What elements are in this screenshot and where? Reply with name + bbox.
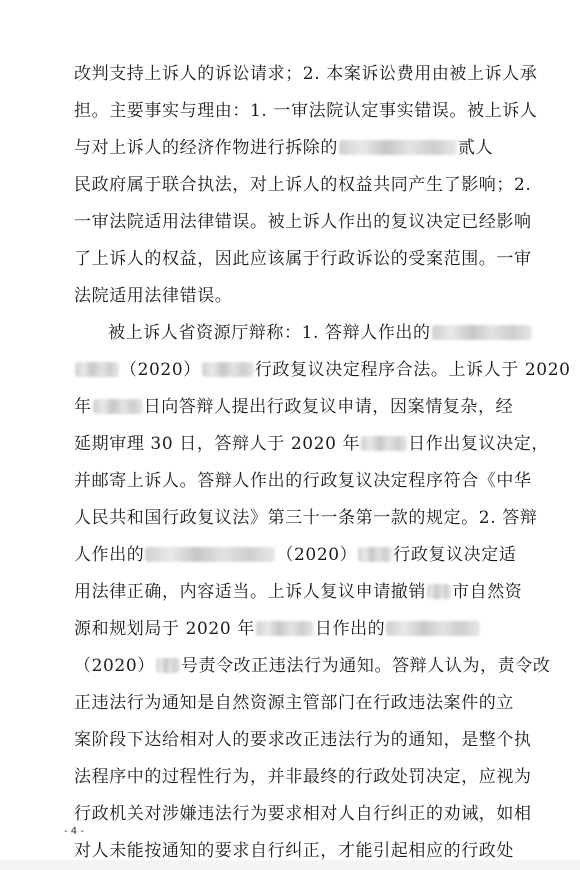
text-line: 一审法院适用法律错误。被上诉人作出的复议决定已经影响 [74,212,532,232]
redacted-text [145,547,275,562]
text-line: （2020） 行政复议决定程序合法。上诉人于 2020 [74,352,526,389]
text-line: 法程序中的过程性行为，并非最终的行政处罚决定，应视为 [74,767,532,787]
redacted-text [358,547,392,562]
text-line: 延期审理 30 日，答辩人于 2020 年 日作出复议决定， [74,434,549,454]
text-line: 行政机关对涉嫌违法行为要求相对人自行纠正的劝诫，如相 [74,804,532,824]
text-line: 对人未能按通知的要求自行纠正，才能引起相应的行政处 [74,841,514,861]
redacted-text [256,621,314,636]
text-line: 源和规划局于 2020 年 日作出的 [74,611,526,648]
text-line: 人民共和国行政复议法》第三十一条第一款的规定。2. 答辩 [74,508,538,528]
text-line: 并邮寄上诉人。答辩人作出的行政复议决定程序符合《中华 [74,471,532,491]
redacted-text [156,658,180,673]
text-line: 法院适用法律错误。 [74,286,233,306]
redacted-text [432,325,532,340]
paragraph-start-line: 被上诉人省资源厅辩称：1. 答辩人作出的 [74,315,526,352]
text-line: 案阶段下达给相对人的要求改正违法行为的通知，是整个执 [74,730,532,750]
redacted-text [93,399,143,414]
text-line: 了上诉人的权益，因此应该属于行政诉讼的受案范围。一审 [74,249,532,269]
redacted-text [75,362,119,377]
redacted-text [339,140,457,155]
redacted-text [386,621,480,636]
page-number: - 4 - [64,826,84,837]
text-line: 年 日向答辩人提出行政复议申请，因案情复杂，经 [74,397,514,417]
text-line: 民政府属于联合执法，对上诉人的权益共同产生了影响；2. [74,175,532,195]
text-line: 改判支持上诉人的诉讼请求；2. 本案诉讼费用由被上诉人承 [74,64,538,84]
text-line: 用法律正确，内容适当。上诉人复议申请撤销 市自然资 [74,582,523,602]
redacted-text [427,584,451,599]
text-line: 人作出的 （2020） 行政复议决定适 [74,545,517,565]
text-line: （2020） 号责令改正违法行为通知。答辩人认为，责令改 [74,656,551,676]
body-text [74,56,571,870]
text-line: 与对上诉人的经济作物进行拆除的 贰人 [74,138,494,158]
text-line: 担。主要事实与理由：1. 一审法院认定事实错误。被上诉人 [74,101,538,121]
redacted-text [202,362,254,377]
text-line: 正违法行为通知是自然资源主管部门在行政违法案件的立 [74,693,514,713]
redacted-text [361,436,407,451]
